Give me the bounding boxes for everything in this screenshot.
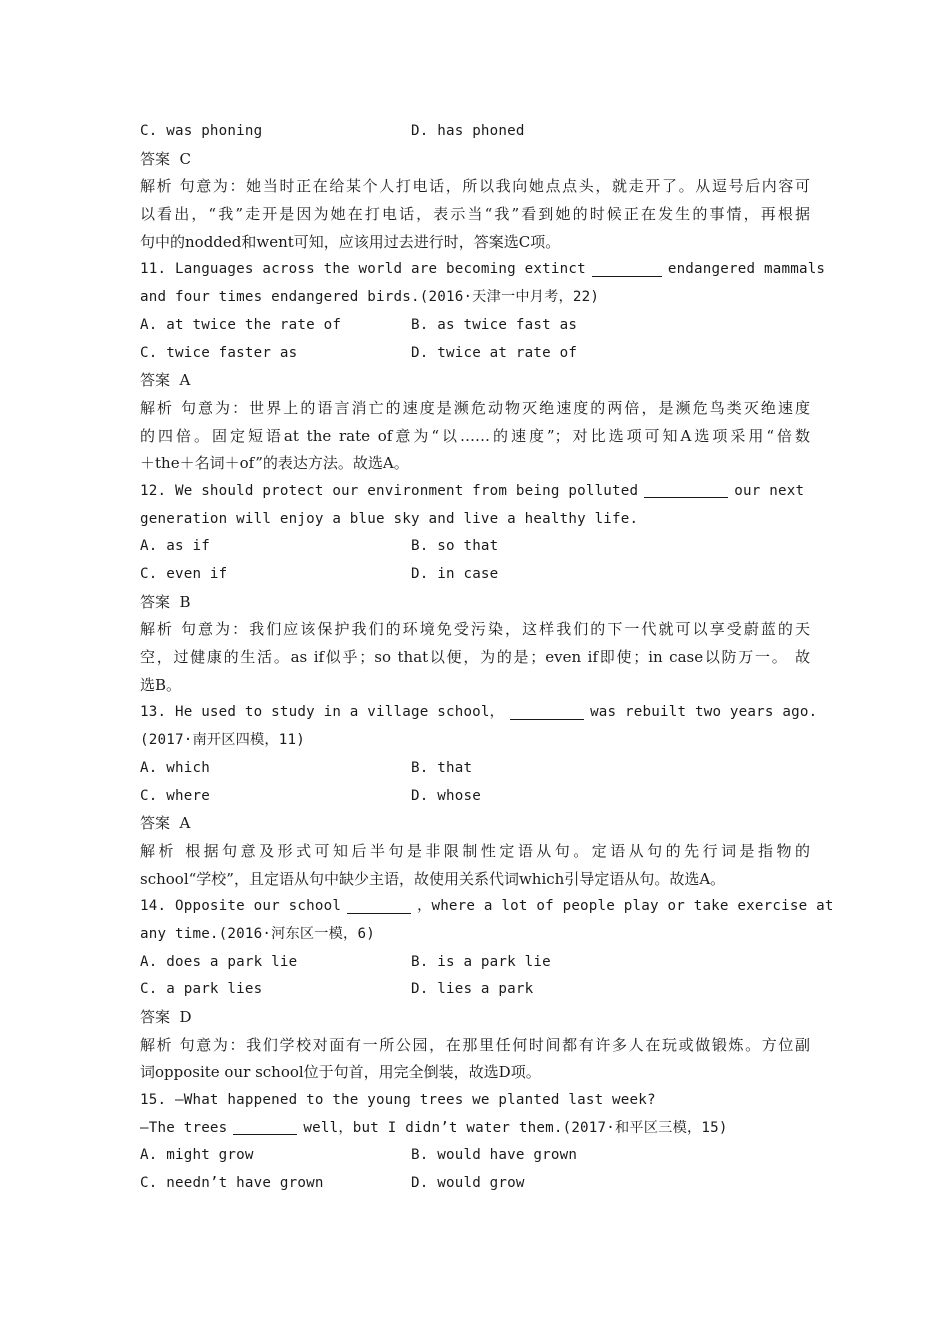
q12-answer: 答案 B bbox=[140, 592, 191, 611]
q12-option-c: C. even if bbox=[140, 566, 228, 582]
q13-answer: 答案 A bbox=[140, 814, 191, 833]
q15-stem-part-2: well，but I didn’t water them.(2017·和平区三模，15) bbox=[303, 1119, 728, 1136]
q12-option-b: B. so that bbox=[411, 538, 499, 555]
q14-option-a: A. does a park lie bbox=[140, 953, 298, 970]
q13-analysis-line-1: 解析 根据句意及形式可知后半句是非限制性定语从句。定语从句的先行词是指物的 bbox=[140, 841, 810, 860]
q12-analysis-line-2: 空，过健康的生活。as if似乎；so that以便，为的是；even if即使；in case以防万一。 故 bbox=[140, 648, 810, 667]
q15-options-row-ab bbox=[140, 1142, 810, 1170]
q14-answer: 答案 D bbox=[140, 1008, 192, 1026]
q12-stem-part-2: our next bbox=[734, 482, 805, 499]
q10-answer: 答案 C bbox=[140, 149, 192, 168]
q13-stem-line-1 bbox=[140, 699, 818, 727]
q12-stem-line-1 bbox=[140, 478, 810, 506]
q14-analysis-line-2: 词opposite our school位于句首，用完全倒装，故选D项。 bbox=[140, 1063, 541, 1082]
q14-analysis-line-1: 解析 句意为：我们学校对面有一所公园，在那里任何时间都有许多人在玩或做锻炼。方位副 bbox=[140, 1035, 810, 1054]
q11-option-d: D. twice at rate of bbox=[411, 344, 578, 361]
q14-stem-line-2: any time.(2016·河东区一模，6) bbox=[140, 925, 375, 942]
q15-option-a: A. might grow bbox=[140, 1147, 254, 1164]
q11-options-row-cd bbox=[140, 340, 810, 368]
q14-option-d: D. lies a park bbox=[411, 981, 534, 998]
q13-stem-part-1: 13. He used to study in a village school， bbox=[140, 704, 505, 721]
q14-option-c: C. a park lies bbox=[140, 981, 263, 998]
q14-stem-part-1: 14. Opposite our school bbox=[140, 898, 342, 915]
q12-stem-part-1: 12. We should protect our environment from being polluted bbox=[140, 482, 639, 499]
q10-analysis-line-1: 解析 句意为：她当时正在给某个人打电话，所以我向她点点头，就走开了。从逗号后内容可 bbox=[140, 177, 810, 196]
q14-stem-part-2: ，where a lot of people play or take exercise at bbox=[417, 898, 834, 915]
q13-stem-line-2: (2017·南开区四模，11) bbox=[140, 732, 305, 749]
q10-option-c: C. was phoning bbox=[140, 123, 263, 139]
q12-answer-blank bbox=[644, 483, 728, 498]
q14-options-row-ab bbox=[140, 949, 810, 977]
q15-option-d: D. would grow bbox=[411, 1175, 525, 1192]
q11-option-b: B. as twice fast as bbox=[411, 316, 578, 333]
worksheet-page bbox=[140, 118, 834, 1198]
q15-option-b: B. would have grown bbox=[411, 1147, 578, 1164]
q14-answer-blank bbox=[347, 899, 411, 914]
q10-option-d: D. has phoned bbox=[411, 123, 525, 139]
q13-stem-part-2: was rebuilt two years ago. bbox=[590, 704, 818, 721]
q12-options-row-cd bbox=[140, 561, 810, 589]
q13-answer-blank bbox=[510, 705, 584, 720]
q12-analysis-line-3: 选B。 bbox=[140, 675, 182, 694]
q11-analysis-line-2: 的四倍。固定短语at the rate of意为“以……的速度”；对比选项可知A选项采用“倍数 bbox=[140, 426, 810, 445]
q12-analysis-line-1: 解析 句意为：我们应该保护我们的环境免受污染，这样我们的下一代就可以享受蔚蓝的天 bbox=[140, 620, 810, 639]
q15-answer-blank bbox=[233, 1120, 297, 1135]
q15-options-row-cd bbox=[140, 1170, 810, 1198]
q11-option-c: C. twice faster as bbox=[140, 344, 298, 361]
q11-option-a: A. at twice the rate of bbox=[140, 316, 342, 333]
q12-options-row-ab bbox=[140, 533, 810, 561]
q11-stem-part-2: endangered mammals bbox=[667, 261, 826, 278]
q13-option-c: C. where bbox=[140, 787, 210, 804]
q11-answer-blank bbox=[592, 262, 662, 277]
q11-stem-line-2: and four times endangered birds.(2016·天津一中月考，22) bbox=[140, 289, 600, 306]
q12-stem-line-2: generation will enjoy a blue sky and live a healthy life. bbox=[140, 510, 639, 527]
q11-options-row-ab bbox=[140, 312, 810, 340]
q13-analysis-line-2: school“学校”，且定语从句中缺少主语，故使用关系代词which引导定语从句。故选A。 bbox=[140, 869, 726, 888]
q11-analysis-line-3: ＋the＋名词＋of”的表达方法。故选A。 bbox=[140, 454, 409, 473]
q13-option-d: D. whose bbox=[411, 787, 481, 804]
q13-options-row-cd bbox=[140, 783, 810, 811]
q10-analysis-line-3: 句中的nodded和went可知，应该用过去进行时，答案选C项。 bbox=[140, 232, 561, 251]
q13-option-b: B. that bbox=[411, 759, 473, 776]
q11-stem-line-1 bbox=[140, 256, 826, 284]
q15-option-c: C. needn’t have grown bbox=[140, 1175, 324, 1192]
q10-analysis-line-2: 以看出，“我”走开是因为她在打电话，表示当“我”看到她的时候正在发生的事情，再根据 bbox=[140, 205, 810, 224]
q15-stem-part-1: —The trees bbox=[140, 1119, 228, 1136]
q14-option-b: B. is a park lie bbox=[411, 953, 551, 970]
q10-options-row-cd bbox=[140, 118, 810, 146]
q12-option-d: D. in case bbox=[411, 566, 499, 582]
q15-stem-line-1: 15. —What happened to the young trees we planted last week? bbox=[140, 1092, 656, 1109]
q13-options-row-ab bbox=[140, 755, 810, 783]
q11-analysis-line-1: 解析 句意为：世界上的语言消亡的速度是濒危动物灭绝速度的两倍，是濒危鸟类灭绝速度 bbox=[140, 398, 810, 417]
q13-option-a: A. which bbox=[140, 759, 210, 776]
q11-stem-part-1: 11. Languages across the world are becoming extinct bbox=[140, 261, 586, 278]
q11-answer: 答案 A bbox=[140, 371, 191, 390]
q14-stem-line-1 bbox=[140, 893, 834, 921]
q14-options-row-cd bbox=[140, 976, 810, 1004]
q12-option-a: A. as if bbox=[140, 538, 210, 555]
q15-stem-line-2 bbox=[140, 1115, 810, 1143]
